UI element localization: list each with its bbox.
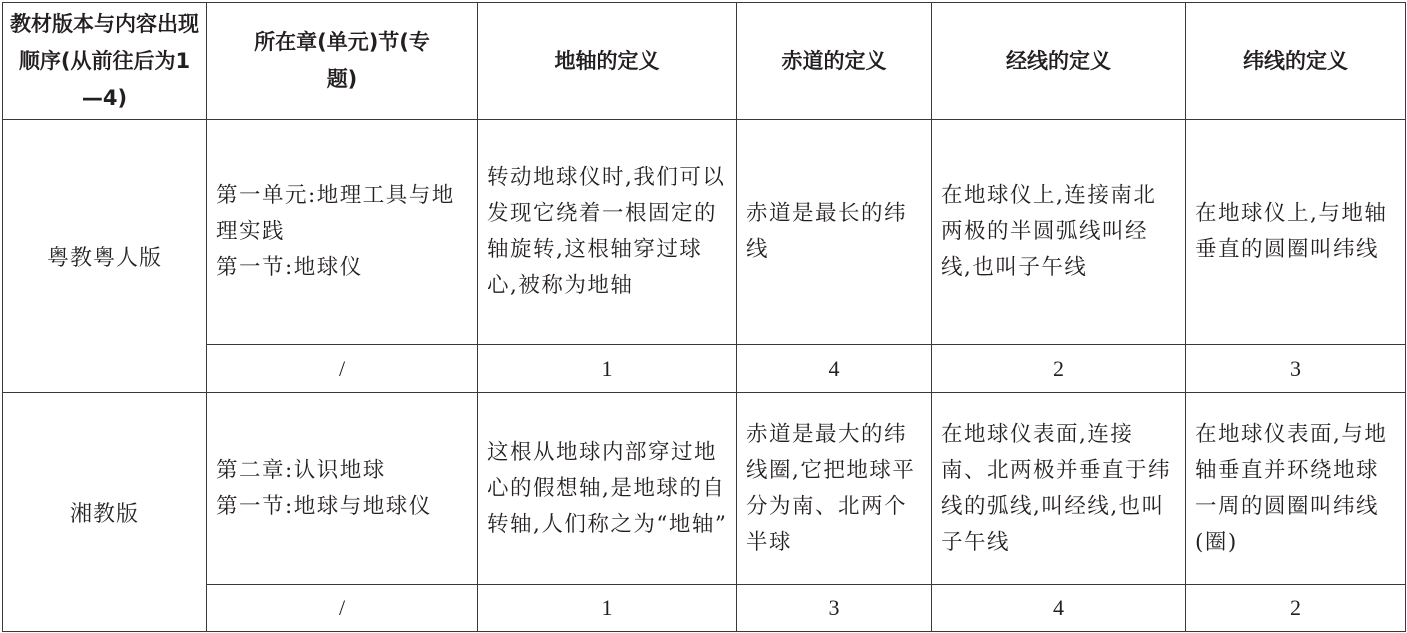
header-equator-definition: 赤道的定义 xyxy=(737,3,932,120)
header-chapter-section: 所在章(单元)节(专题) xyxy=(207,3,478,120)
axis-definition-text: 这根从地球内部穿过地心的假想轴,是地球的自转轴,人们称之为“地轴” xyxy=(487,439,728,537)
meridian-definition-text: 在地球仪上,连接南北两极的半圆弧线叫经线,也叫子午线 xyxy=(941,183,1157,280)
chapter-line: 第一单元:地理工具与地理实践 xyxy=(216,183,455,244)
table-row xyxy=(3,393,1406,585)
order-chapter: / xyxy=(207,585,478,632)
order-equator: 3 xyxy=(737,585,932,632)
meridian-definition-cell xyxy=(932,120,1186,345)
parallel-definition-text: 在地球仪上,与地轴垂直的圆圈叫纬线 xyxy=(1195,201,1388,262)
header-row xyxy=(3,3,1406,120)
version-name: 粤教粤人版 xyxy=(3,120,207,393)
header-parallel-definition: 纬线的定义 xyxy=(1186,3,1406,120)
order-axis: 1 xyxy=(478,585,737,632)
order-parallel: 3 xyxy=(1186,345,1406,393)
equator-definition-text: 赤道是最大的纬线圈,它把地球平分为南、北两个半球 xyxy=(746,421,916,555)
meridian-definition-text: 在地球仪表面,连接南、北两极并垂直于纬线的弧线,叫经线,也叫子午线 xyxy=(941,421,1172,555)
parallel-definition-cell xyxy=(1186,120,1406,345)
parallel-definition-text: 在地球仪表面,与地轴垂直并环绕地球一周的圆圈叫纬线(圈) xyxy=(1195,421,1388,555)
order-meridian: 4 xyxy=(932,585,1186,632)
chapter-section-cell xyxy=(207,393,478,585)
section-line: 第一节:地球仪 xyxy=(216,255,363,280)
order-equator: 4 xyxy=(737,345,932,393)
meridian-definition-cell xyxy=(932,393,1186,585)
version-name: 湘教版 xyxy=(3,393,207,632)
parallel-definition-cell xyxy=(1186,393,1406,585)
textbook-comparison-table xyxy=(2,2,1406,632)
section-line: 第一节:地球与地球仪 xyxy=(216,493,432,519)
equator-definition-text: 赤道是最长的纬线 xyxy=(746,201,908,262)
chapter-section-cell xyxy=(207,120,478,345)
chapter-line: 第二章:认识地球 xyxy=(216,457,386,483)
header-meridian-definition: 经线的定义 xyxy=(932,3,1186,120)
header-axis-definition: 地轴的定义 xyxy=(478,3,737,120)
order-meridian: 2 xyxy=(932,345,1186,393)
order-row xyxy=(3,345,1406,393)
equator-definition-cell xyxy=(737,120,932,345)
header-version-order: 教材版本与内容出现顺序(从前往后为1—4) xyxy=(3,3,207,120)
table-row xyxy=(3,120,1406,345)
order-axis: 1 xyxy=(478,345,737,393)
axis-definition-cell xyxy=(478,120,737,345)
order-parallel: 2 xyxy=(1186,585,1406,632)
order-row xyxy=(3,585,1406,632)
axis-definition-cell xyxy=(478,393,737,585)
axis-definition-text: 转动地球仪时,我们可以发现它绕着一根固定的轴旋转,这根轴穿过球心,被称为地轴 xyxy=(487,165,726,298)
order-chapter: / xyxy=(207,345,478,393)
equator-definition-cell xyxy=(737,393,932,585)
